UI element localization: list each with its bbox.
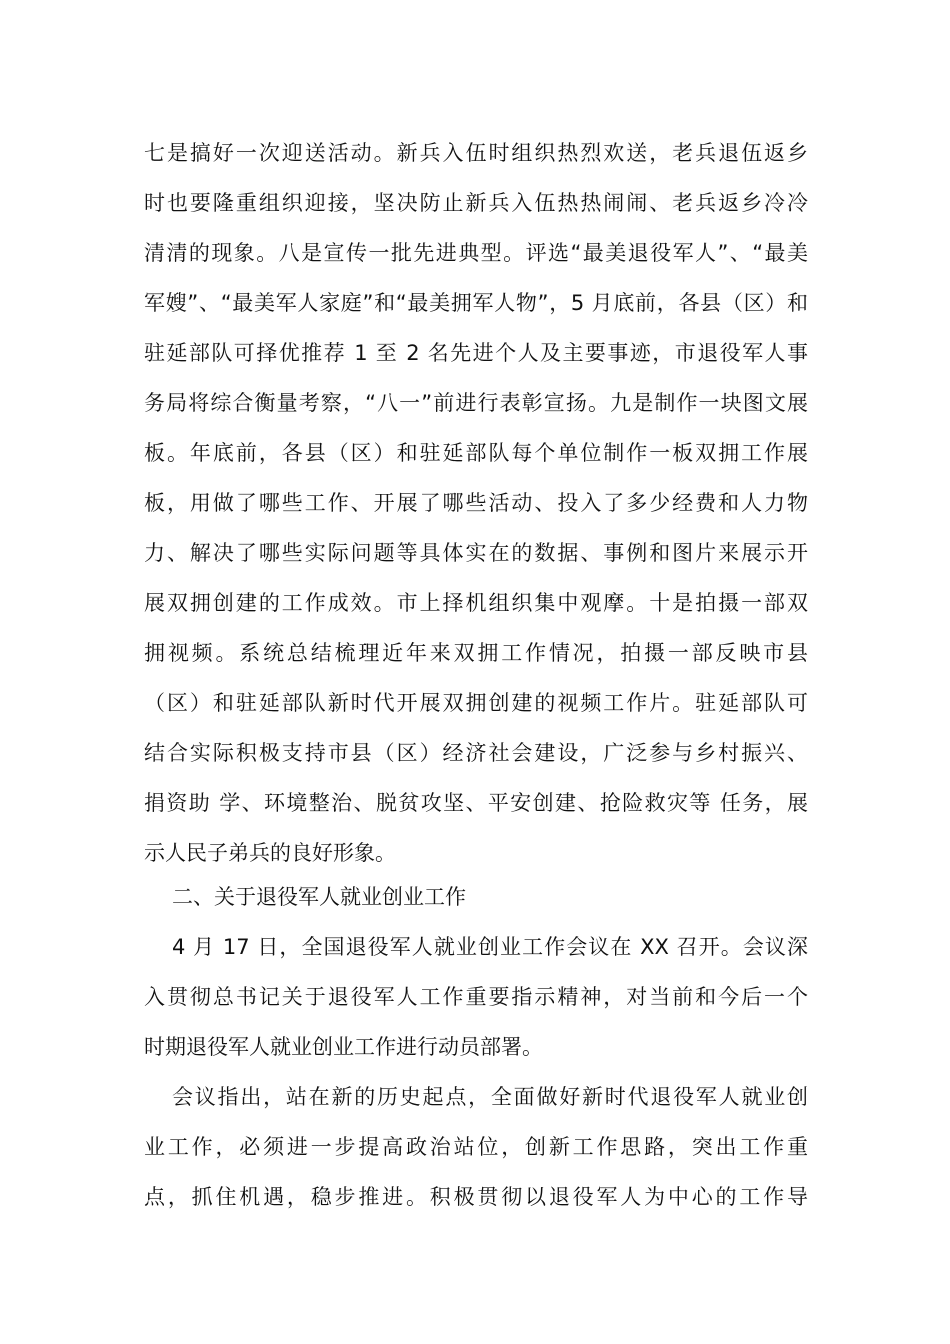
text-line: 4 月 17 日，全国退役军人就业创业工作会议在 XX 召开。会议深 <box>172 935 808 959</box>
text-line: 拥视频。系统总结梳理近年来双拥工作情况，拍摄一部反映市县 <box>144 641 808 665</box>
text-line: 板。年底前，各县（区）和驻延部队每个单位制作一板双拥工作展 <box>144 441 808 465</box>
text-line: 务局将综合衡量考察，“八一”前进行表彰宣扬。九是制作一块图文展 <box>144 391 808 415</box>
text-line: 结合实际积极支持市县（区）经济社会建设，广泛参与乡村振兴、 <box>144 741 808 765</box>
text-line: 军嫂”、“最美军人家庭”和“最美拥军人物”，5 月底前，各县（区）和 <box>144 291 808 315</box>
text-line: （区）和驻延部队新时代开展双拥创建的视频工作片。驻延部队可 <box>144 691 808 715</box>
text-line: 捐资助 学、环境整治、脱贫攻坚、平安创建、抢险救灾等 任务，展 <box>144 791 808 815</box>
section-heading: 二、关于退役军人就业创业工作 <box>172 885 466 909</box>
text-line: 时期退役军人就业创业工作进行动员部署。 <box>144 1035 543 1059</box>
paragraph-2 <box>144 922 808 1072</box>
text-line: 驻延部队可择优推荐 1 至 2 名先进个人及主要事迹，市退役军人事 <box>144 341 808 365</box>
text-line: 力、解决了哪些实际问题等具体实在的数据、事例和图片来展示开 <box>144 541 808 565</box>
text-line: 会议指出，站在新的历史起点，全面做好新时代退役军人就业创 <box>172 1085 808 1109</box>
text-line: 点，抓住机遇，稳步推进。积极贯彻以退役军人为中心的工作导 <box>144 1185 808 1209</box>
text-line: 板，用做了哪些工作、开展了哪些活动、投入了多少经费和人力物 <box>144 491 808 515</box>
paragraph-3 <box>144 1072 808 1222</box>
text-line: 入贯彻总书记关于退役军人工作重要指示精神，对当前和今后一个 <box>144 985 808 1009</box>
text-line: 清清的现象。八是宣传一批先进典型。评选“最美退役军人”、“最美 <box>144 241 808 265</box>
text-line: 业工作，必须进一步提高政治站位，创新工作思路，突出工作重 <box>144 1135 808 1159</box>
paragraph-1 <box>144 128 808 878</box>
text-line: 时也要隆重组织迎接，坚决防止新兵入伍热热闹闹、老兵返乡冷冷 <box>144 191 808 215</box>
text-line: 展双拥创建的工作成效。市上择机组织集中观摩。十是拍摄一部双 <box>144 591 808 615</box>
text-line: 示人民子弟兵的良好形象。 <box>144 841 396 865</box>
text-line: 七是搞好一次迎送活动。新兵入伍时组织热烈欢送，老兵退伍返乡 <box>144 141 808 165</box>
